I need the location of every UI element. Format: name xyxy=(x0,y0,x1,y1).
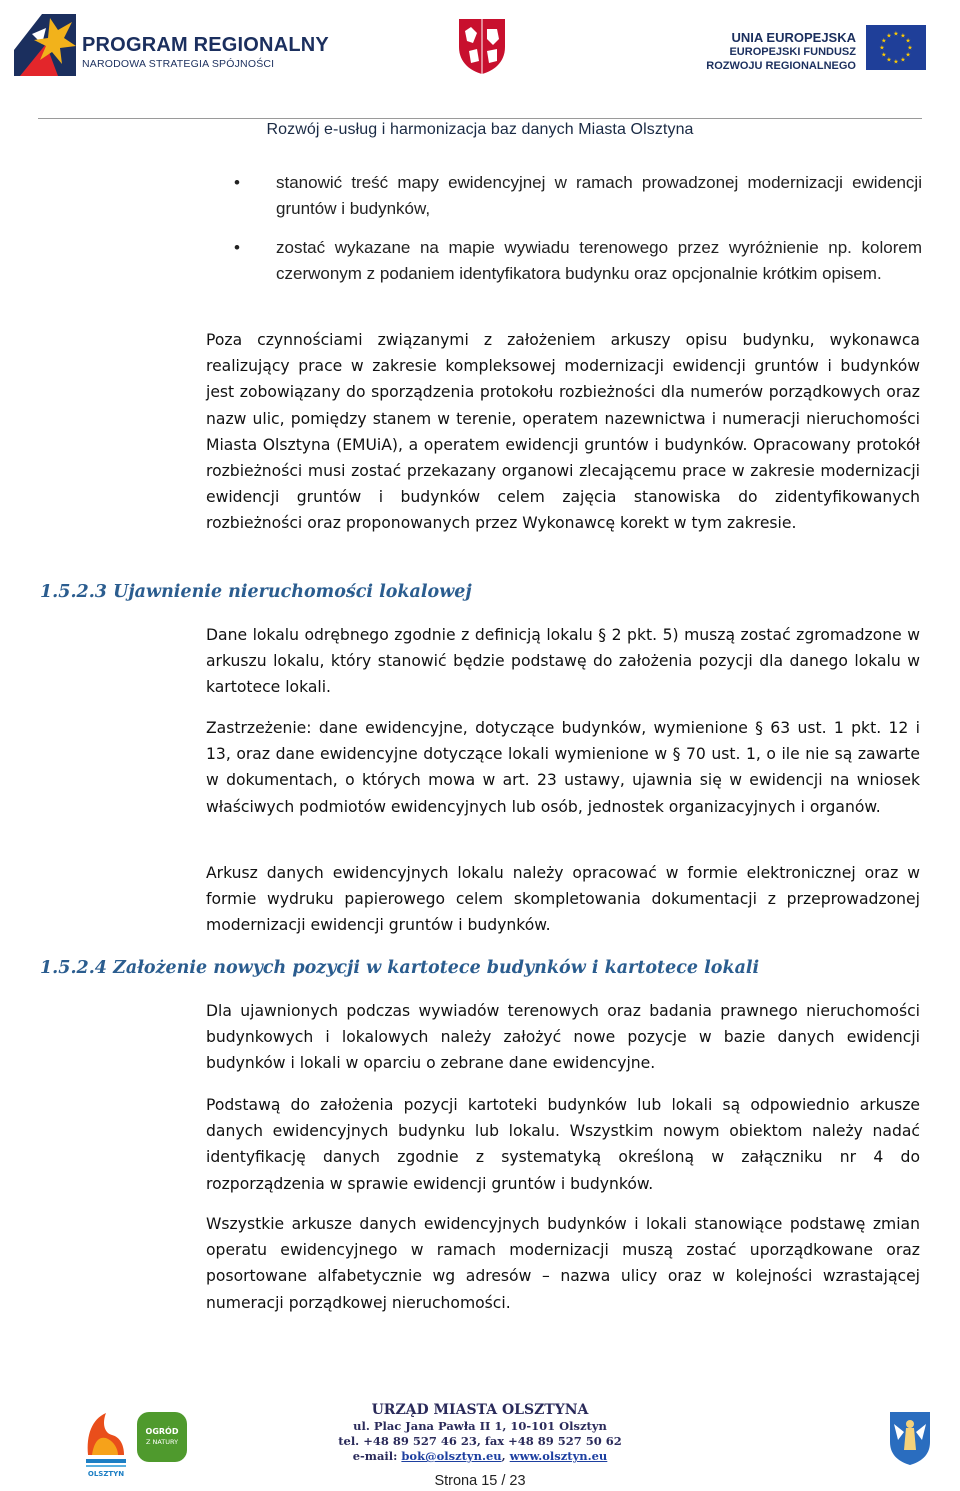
eu-star-icon: ★ xyxy=(905,52,911,59)
office-phones: tel. +48 89 527 46 23, fax +48 89 527 50 62 xyxy=(338,1434,622,1448)
svg-text:Z NATURY: Z NATURY xyxy=(145,1438,179,1446)
footer-contact-block xyxy=(300,1402,660,1464)
office-name: URZĄD MIASTA OLSZTYNA xyxy=(371,1402,589,1418)
olsztyn-coat-of-arms-icon xyxy=(888,1410,932,1466)
eu-text-block xyxy=(704,30,856,73)
paragraph-reservation: Zastrzeżenie: dane ewidencyjne, dotyczące budynków, wymienione § 63 ust. 1 pkt. 12 i 13, oraz dane ewidencyjne dotyczące lokali wymienione w § 70 ust. 1, o ile nie są zawarte w dokumentach, o których mowa w art. 23 ustawy, ujawnia się w ewidencji na wniosek właściwych podmiotów ewidencyjnych lub osób, jednostek organizacyjnych i organów. xyxy=(206,719,920,816)
section-heading-1-5-2-4: 1.5.2.4 Założenie nowych pozycji w kartotece budynków i kartotece lokali xyxy=(40,958,760,978)
bullet-icon: • xyxy=(234,173,240,192)
section-heading-1-5-2-3: 1.5.2.3 Ujawnienie nieruchomości lokalowej xyxy=(40,582,472,602)
eu-star-icon: ★ xyxy=(881,38,887,45)
website-link[interactable]: www.olsztyn.eu xyxy=(509,1449,608,1463)
eu-line-1: UNIA EUROPEJSKA xyxy=(731,30,856,45)
eu-star-icon: ★ xyxy=(886,33,892,40)
program-subtitle: NARODOWA STRATEGIA SPÓJNOŚCI xyxy=(82,58,275,70)
eu-star-icon: ★ xyxy=(881,52,887,59)
warmia-mazury-crest-icon xyxy=(457,17,507,75)
paragraph-new-positions: Dla ujawnionych podczas wywiadów terenowych oraz badania prawnego nieruchomości budynkowych i lokalowych należy założyć nowe pozycje w bazie danych ewidencji budynków i lokali w oparciu o zebrane dane ewidencyjne. xyxy=(206,1002,920,1073)
eu-line-2: EUROPEJSKI FUNDUSZ xyxy=(729,46,856,58)
eu-star-icon: ★ xyxy=(907,45,913,52)
bullet-text: stanowić treść mapy ewidencyjnej w ramach prowadzonej modernizacji ewidencji gruntów i budynków, xyxy=(276,173,922,218)
eu-star-icon: ★ xyxy=(900,57,906,64)
ogrod-z-natury-logo-icon xyxy=(135,1410,189,1464)
paragraph-unit-data: Dane lokalu odrębnego zgodnie z definicją lokalu § 2 pkt. 5) muszą zostać zgromadzone w arkuszu lokalu, który stanowić będzie podstawę do założenia pozycji dla danego lokalu w kartotece lokali. xyxy=(206,626,920,697)
eu-star-icon: ★ xyxy=(886,57,892,64)
bullet-icon: • xyxy=(234,238,240,257)
eu-star-icon: ★ xyxy=(893,31,899,38)
page-number: Strona 15 / 23 xyxy=(434,1473,526,1489)
program-regionalny-logo-icon xyxy=(12,10,82,80)
eu-star-icon: ★ xyxy=(900,33,906,40)
paragraph-basis: Podstawą do założenia pozycji kartoteki budynków lub lokali są odpowiednio arkusze danych ewidencyjnych budynku lub lokalu. Wszystkim nowym obiektom należy nadać identyfikację danych zgodnie z systematyką określoną w załączniku nr 4 do rozporządzenia w sprawie ewidencji gruntów i budynków. xyxy=(206,1096,920,1193)
email-link[interactable]: bok@olsztyn.eu xyxy=(401,1449,502,1463)
email-label: e-mail: xyxy=(352,1449,402,1463)
office-contact-line xyxy=(300,1449,660,1464)
eu-star-icon: ★ xyxy=(893,59,899,66)
office-address: ul. Plac Jana Pawła II 1, 10-101 Olsztyn xyxy=(353,1419,607,1433)
olsztyn-city-logo-icon xyxy=(82,1405,130,1477)
program-title: PROGRAM REGIONALNY xyxy=(82,34,329,56)
bullet-text: zostać wykazane na mapie wywiadu terenowego przez wyróżnienie np. kolorem czerwonym z podaniem identyfikatora budynku oraz opcjonalnie krótkim opisem. xyxy=(276,238,922,283)
eu-line-3: ROZWOJU REGIONALNEGO xyxy=(706,60,856,72)
paragraph-sorting: Wszystkie arkusze danych ewidencyjnych budynków i lokali stanowiące podstawę zmian operatu ewidencyjnego w ramach modernizacji muszą zostać uporządkowane oraz posortowane alfabetycznie wg adresów – nazwa ulicy oraz w kolejności wzrastającej numeracji porządkowej nieruchomości. xyxy=(206,1215,920,1312)
list-item xyxy=(232,235,922,287)
svg-text:OGRÓD: OGRÓD xyxy=(145,1427,179,1436)
olsztyn-label: OLSZTYN xyxy=(87,1470,125,1477)
list-item xyxy=(232,170,922,222)
paragraph-discrepancy-protocol: Poza czynnościami związanymi z założeniem arkuszy opisu budynku, wykonawca realizujący prace w zakresie kompleksowej modernizacji ewidencji gruntów i budynków jest zobowiązany do sporządzenia protokołu rozbieżności dla numerów porządkowych oraz nazw ulic, pomiędzy stanem w terenie, operatem nazewnictwa i numeracji nieruchomości Miasta Olsztyna (EMUiA), a operatem ewidencji gruntów i budynków. Opracowany protokół rozbieżności musi zostać przekazany organowi zlecającemu prace w zakresie modernizacji ewidencji gruntów i budynków celem zajęcia stanowiska do zidentyfikowanych rozbieżności oraz proponowanych przez Wykonawcę korekt w tym zakresie. xyxy=(206,331,920,533)
contact-separator: , xyxy=(501,1449,510,1463)
eu-star-icon: ★ xyxy=(905,38,911,45)
document-subtitle: Rozwój e-usług i harmonizacja baz danych Miasta Olsztyna xyxy=(266,121,694,138)
bullet-list xyxy=(232,170,922,300)
eu-star-icon: ★ xyxy=(879,45,885,52)
paragraph-unit-sheet: Arkusz danych ewidencyjnych lokalu należy opracować w formie elektronicznej oraz w formie wydruku papierowego celem skompletowania dokumentacji z przeprowadzonej modernizacji ewidencji gruntów i budynków. xyxy=(206,864,920,935)
header-divider xyxy=(38,118,922,119)
eu-flag-icon xyxy=(866,25,926,70)
